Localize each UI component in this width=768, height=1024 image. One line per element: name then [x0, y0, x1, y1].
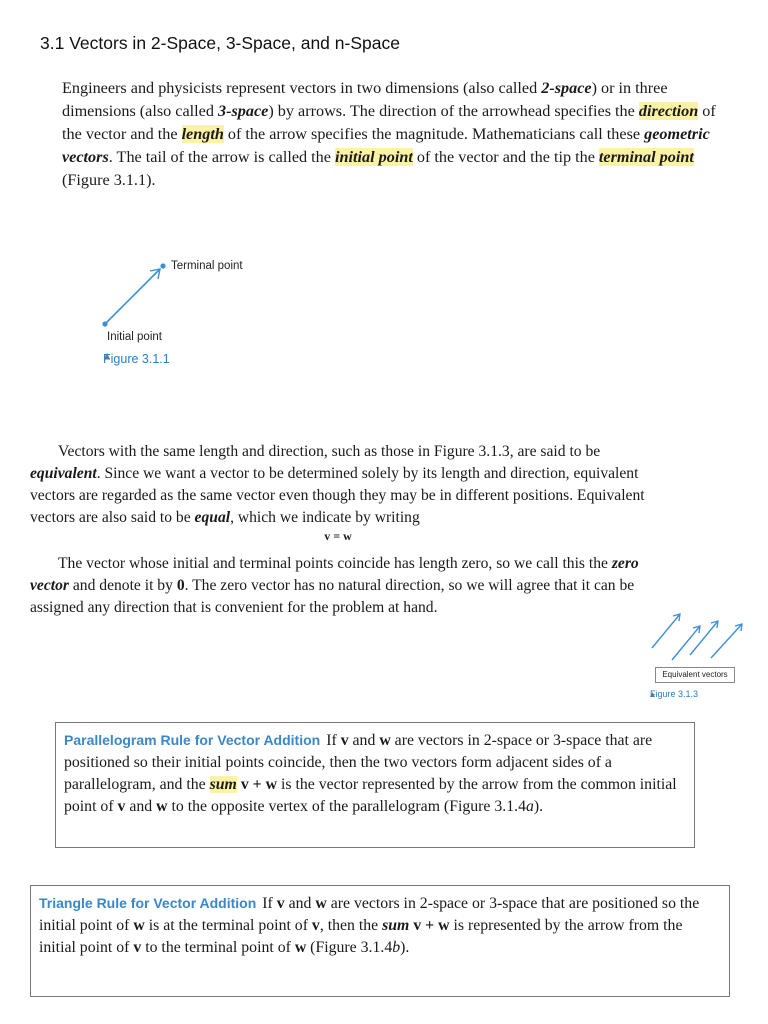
- zero-vector-paragraph: The vector whose initial and terminal points coincide has length zero, so we call this the zero vector and denote it by 0. The zero vector has no natural direction, so we will agree that it can be assigned any direction that is convenient for the problem at hand.: [30, 555, 639, 616]
- figure-3-1-1-caption: Figure 3.1.1: [103, 352, 170, 366]
- term-zero-vector: zero vector: [30, 555, 639, 594]
- zero-symbol: 0: [176, 577, 185, 594]
- term-2-space: 2-space: [541, 79, 592, 97]
- term-sum: sum: [382, 917, 410, 934]
- intro-paragraph: Engineers and physicists represent vectors in two dimensions (also called 2-space) or in three dimensions (also called 3-space) by arrows. The direction of the arrowhead specifies the direction of the vector and the length of the arrow specifies the magnitude. Mathematicians call these geometric vectors. The tail of the arrow is called the initial point of the vector and the tip the terminal point (Figure 3.1.1).: [62, 79, 716, 189]
- parallelogram-rule-title: Parallelogram Rule for Vector Addition: [64, 732, 321, 748]
- figure-3-1-3-caption: Figure 3.1.3: [650, 689, 699, 699]
- equivalent-paragraph: Vectors with the same length and direction, such as those in Figure 3.1.3, are said to be equivalent. Since we want a vector to be determined solely by its length and direction, equivalent vectors are regarded as the same vector even though they may be in different positions. Equivalent vectors are also said to be equal, which we indicate by writing: [30, 443, 645, 526]
- term-direction: direction: [638, 102, 699, 120]
- equation-v-equals-w: v = w: [324, 529, 352, 543]
- term-geometric-vectors: geometric vectors: [62, 125, 710, 166]
- term-equivalent: equivalent: [30, 465, 97, 482]
- section-number: 3.1: [40, 33, 65, 53]
- initial-point-label: Initial point: [107, 331, 162, 343]
- triangle-rule-title: Triangle Rule for Vector Addition: [39, 895, 257, 911]
- section-title: Vectors in 2-Space, 3-Space, and n-Space: [69, 33, 400, 53]
- vector-shaft: [105, 269, 160, 324]
- initial-point-dot: [102, 321, 107, 326]
- terminal-point-label: Terminal point: [171, 260, 243, 272]
- parallelogram-rule-box: Parallelogram Rule for Vector Addition If v and w are vectors in 2-space or 3-space that are positioned so their initial points coincide, then the two vectors form adjacent sides of a parallelogram, and the sum v + w is the vector represented by the arrow from the common initial point of v and w to the opposite vertex of the parallelogram (Figure 3.1.4a).: [55, 722, 695, 848]
- term-initial-point: initial point: [335, 148, 413, 166]
- equivalent-vectors-label: Equivalent vectors: [655, 667, 735, 683]
- term-length: length: [181, 125, 224, 143]
- term-3-space: 3-space: [218, 102, 269, 120]
- figure-3-1-3-vectors: [652, 614, 742, 660]
- term-sum: sum: [209, 776, 237, 793]
- figure-3-1-1-vector: [102, 263, 165, 326]
- term-terminal-point: terminal point: [598, 148, 694, 166]
- terminal-point-dot: [160, 263, 165, 268]
- triangle-rule-box: Triangle Rule for Vector Addition If v and w are vectors in 2-space or 3-space that are positioned so the initial point of w is at the terminal point of v, then the sum v + w is represented by the arrow from the initial point of v to the terminal point of w (Figure 3.1.4b).: [30, 885, 730, 997]
- term-equal: equal: [194, 509, 231, 526]
